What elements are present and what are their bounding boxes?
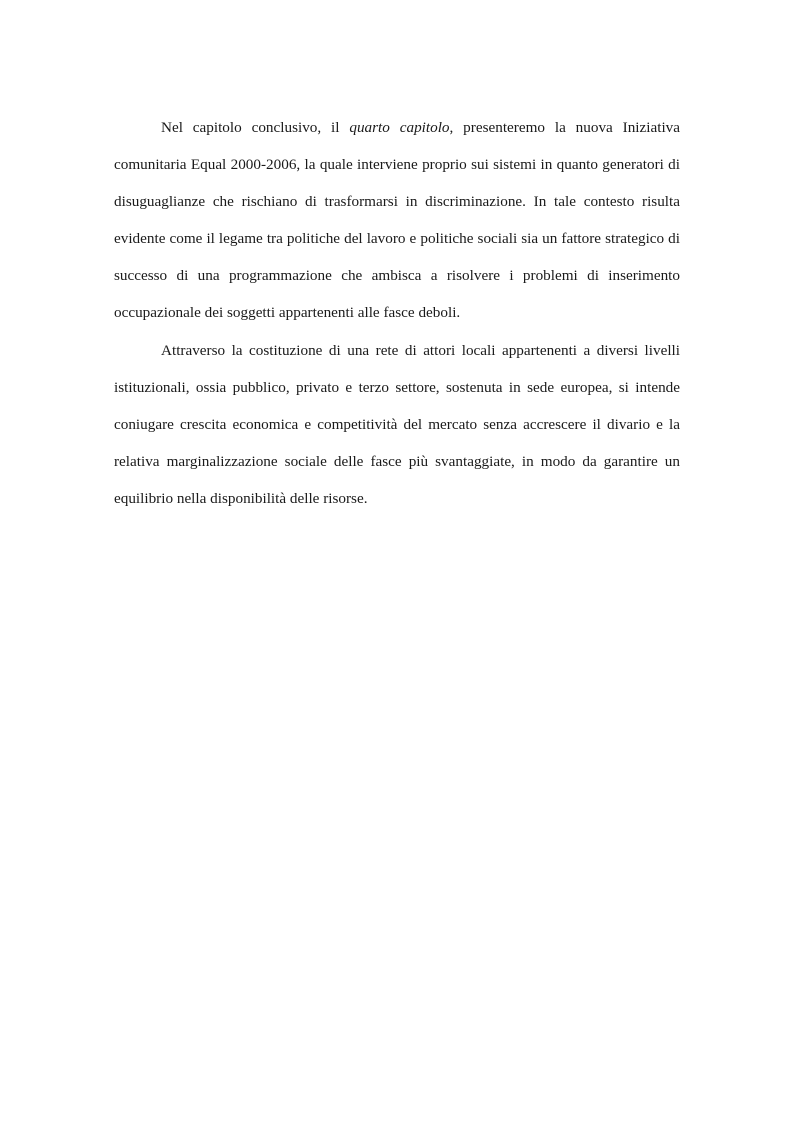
document-body <box>114 109 680 517</box>
paragraph-2: Attraverso la costituzione di una rete di attori locali appartenenti a diversi livelli istituzionali, ossia pubblico, privato e terzo settore, sostenuta in sede europea, si intende coniugare crescita economica e competitività del mercato senza accrescere il divario e la relativa marginalizzazione sociale delle fasce più svantaggiate, in modo da garantire un equilibrio nella disponibilità delle risorse. <box>114 341 680 507</box>
paragraph-1-italic-phrase: quarto capitolo <box>349 119 450 136</box>
paragraph-1 <box>114 109 680 332</box>
paragraph-1-intro: Nel capitolo conclusivo, il <box>161 119 350 136</box>
paragraph-1-rest: , presenteremo la nuova Iniziativa comunitaria Equal 2000-2006, la quale interviene proprio sui sistemi in quanto generatori di disuguaglianze che rischiano di trasformarsi in discriminazione. In tale contesto risulta evidente come il legame tra politiche del lavoro e politiche sociali sia un fattore strategico di successo di una programmazione che ambisca a risolvere i problemi di inserimento occupazionale dei soggetti appartenenti alle fasce deboli. <box>114 119 681 322</box>
